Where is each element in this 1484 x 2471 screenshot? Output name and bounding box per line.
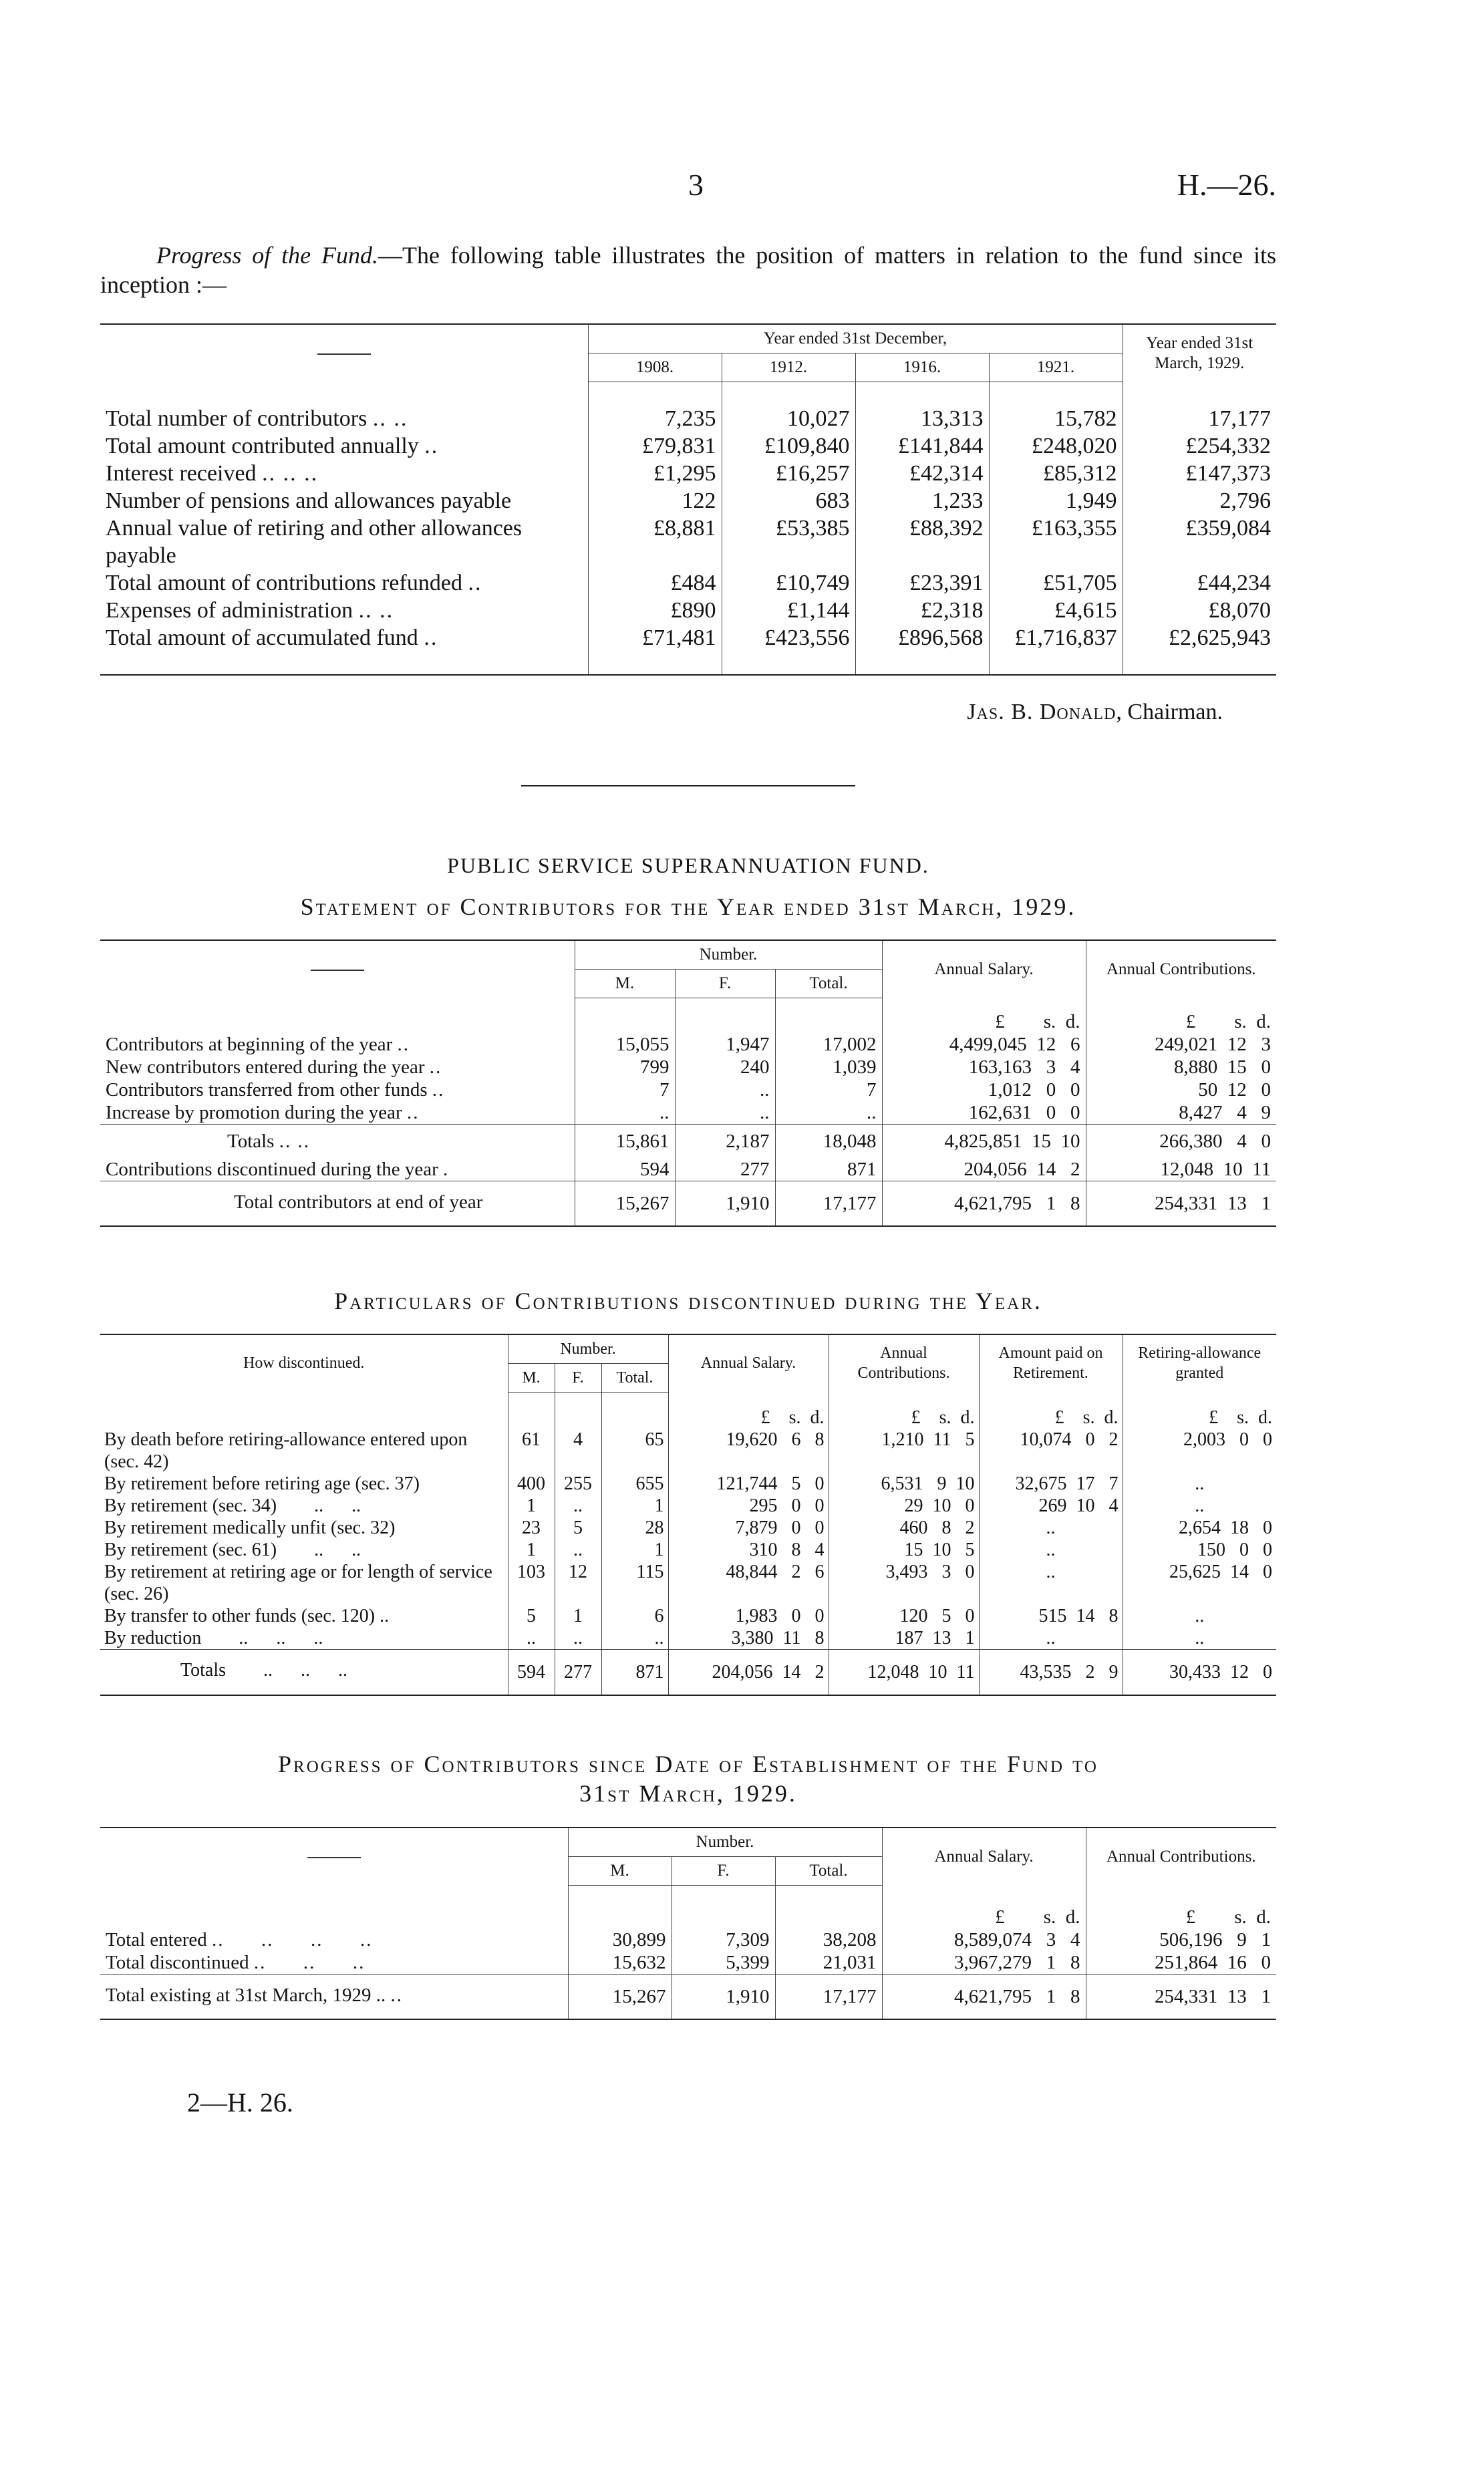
table-cell: £896,568	[855, 624, 989, 651]
table-cell: 10,027	[722, 405, 855, 432]
table-row	[100, 624, 1276, 651]
table-cell: 121,744 5 0	[668, 1473, 829, 1495]
caption-line: Progress of Contributors since Date of Establishment of the Fund to	[278, 1751, 1098, 1777]
particulars-f-header: F.	[555, 1363, 601, 1392]
table-cell: 1,947	[675, 1033, 775, 1056]
table-cell: 12,048 10 11	[829, 1650, 979, 1696]
table-cell: 5	[508, 1605, 555, 1627]
row-label: By retirement (sec. 61) .. ..	[104, 1540, 361, 1560]
unit-row	[100, 1886, 1276, 1928]
table-cell: 3,967,279 1 8	[882, 1951, 1086, 1975]
table-cell: 43,535 2 9	[979, 1650, 1123, 1696]
table-cell: ..	[675, 1078, 775, 1101]
table-cell: 254,331 13 1	[1086, 1974, 1276, 2019]
table-cell: 21,031	[775, 1951, 882, 1975]
unit-row	[100, 998, 1276, 1033]
table-cell: 8,589,074 3 4	[882, 1928, 1086, 1951]
table-cell: 25,625 14 0	[1123, 1561, 1276, 1605]
table-cell: £141,844	[855, 432, 989, 460]
row-label: Total amount contributed annually	[106, 434, 419, 458]
table-cell: £79,831	[588, 432, 722, 460]
progress-year-header: 1916.	[855, 353, 989, 382]
table-row	[100, 1033, 1276, 1056]
row-label: Increase by promotion during the year	[106, 1101, 402, 1123]
table-cell: 655	[601, 1473, 668, 1495]
dash-mark	[307, 1857, 361, 1858]
table-cell: 1,949	[989, 487, 1123, 515]
intro-title: Progress of the Fund.	[156, 242, 378, 269]
particulars-granted-header: Retiring-allowance granted	[1123, 1334, 1276, 1393]
table-cell: 1,910	[675, 1181, 775, 1226]
page-number: 3	[688, 168, 704, 202]
row-label: Annual value of retiring and other allowances payable	[106, 516, 523, 568]
table-cell: 2,654 18 0	[1123, 1517, 1276, 1539]
table-cell: £10,749	[722, 569, 855, 597]
statement-total-header: Total.	[775, 970, 882, 998]
row-leader: ..	[397, 1033, 410, 1055]
table-cell: 7	[575, 1078, 675, 1101]
table-cell: 15,267	[575, 1181, 675, 1226]
table-cell: £16,257	[722, 460, 855, 487]
row-label: By reduction .. .. ..	[104, 1628, 323, 1648]
particulars-m-header: M.	[508, 1363, 555, 1392]
intro-paragraph	[100, 241, 1276, 299]
table-row	[100, 1627, 1276, 1650]
table-row	[100, 1561, 1276, 1605]
table-cell: £890	[588, 597, 722, 624]
table-cell: 4,825,851 15 10	[882, 1124, 1086, 1158]
row-label: By transfer to other funds (sec. 120) ..	[104, 1606, 390, 1626]
table-cell: 6,531 9 10	[829, 1473, 979, 1495]
table-cell: 48,844 2 6	[668, 1561, 829, 1605]
table-cell: 120 5 0	[829, 1605, 979, 1627]
table-cell: 12,048 10 11	[1086, 1158, 1276, 1181]
totals-row	[100, 1124, 1276, 1158]
table-cell: 594	[575, 1158, 675, 1181]
table-cell: 38,208	[775, 1928, 882, 1951]
table-cell: 506,196 9 1	[1086, 1928, 1276, 1951]
table-cell: £2,318	[855, 597, 989, 624]
unit-label: £ s. d.	[1123, 1392, 1276, 1429]
progress-stub-header	[100, 324, 588, 382]
table-row	[100, 1078, 1276, 1101]
table-cell: 17,177	[1123, 405, 1276, 432]
table-cell: ..	[979, 1627, 1123, 1650]
progress-contrib-salary-header: Annual Salary.	[882, 1828, 1086, 1886]
signature-mark: 2—H. 26.	[187, 2087, 293, 2118]
row-leader: ..	[406, 1101, 420, 1123]
table-cell: £147,373	[1123, 460, 1276, 487]
table-cell: 4,621,795 1 8	[882, 1181, 1086, 1226]
row-leader: .. .. .. ..	[212, 1928, 373, 1950]
table-cell: £44,234	[1123, 569, 1276, 597]
table-cell: £2,625,943	[1123, 624, 1276, 651]
table-cell: 10,074 0 2	[979, 1429, 1123, 1473]
statement-contrib-header: Annual Contributions.	[1086, 940, 1276, 998]
table-cell: 5	[555, 1517, 601, 1539]
row-leader: .. .. ..	[253, 1951, 365, 1973]
table-cell: ..	[555, 1495, 601, 1517]
progress-table	[100, 323, 1276, 676]
totals-row	[100, 1650, 1276, 1696]
table-cell: £71,481	[588, 624, 722, 651]
table-row	[100, 1473, 1276, 1495]
table-cell: ..	[775, 1101, 882, 1125]
table-cell: £53,385	[722, 515, 855, 569]
table-cell: £359,084	[1123, 515, 1276, 569]
table-cell: ..	[1123, 1473, 1276, 1495]
table-cell: 12	[555, 1561, 601, 1605]
row-label: Number of pensions and allowances payable	[106, 488, 512, 513]
table-cell: ..	[979, 1539, 1123, 1561]
statement-table	[100, 939, 1276, 1227]
progress-contrib-total-header: Total.	[775, 1857, 882, 1886]
table-cell: £8,881	[588, 515, 722, 569]
unit-label: £ s. d.	[1086, 1886, 1276, 1928]
statement-stub-header	[100, 940, 575, 998]
table-cell: £85,312	[989, 460, 1123, 487]
row-label: New contributors entered during the year	[106, 1056, 425, 1078]
total-row	[100, 1974, 1276, 2019]
particulars-salary-header: Annual Salary.	[668, 1334, 829, 1393]
dash-mark	[317, 353, 371, 355]
statement-f-header: F.	[675, 970, 775, 998]
progress-year-header: 1908.	[588, 353, 722, 382]
signature	[100, 700, 1276, 725]
row-label: By retirement (sec. 34) .. ..	[104, 1495, 361, 1516]
table-cell: 50 12 0	[1086, 1078, 1276, 1101]
row-label: Totals .. .. ..	[100, 1650, 508, 1696]
row-leader: ..	[424, 434, 439, 458]
table-cell: 7,235	[588, 405, 722, 432]
table-row	[100, 1928, 1276, 1951]
table-cell: £484	[588, 569, 722, 597]
table-cell: ..	[601, 1627, 668, 1650]
table-cell: 254,331 13 1	[1086, 1181, 1276, 1226]
table-cell: 65	[601, 1429, 668, 1473]
unit-label: £ s. d.	[882, 998, 1086, 1033]
unit-label: £ s. d.	[1086, 998, 1276, 1033]
row-label: By retirement at retiring age or for length of service (sec. 26)	[104, 1562, 492, 1604]
table-row	[100, 1539, 1276, 1561]
particulars-paid-header: Amount paid on Retirement.	[979, 1334, 1123, 1393]
table-cell: ..	[979, 1517, 1123, 1539]
table-cell: ..	[508, 1627, 555, 1650]
row-leader: .. .. ..	[262, 461, 319, 486]
table-cell: ..	[1123, 1627, 1276, 1650]
table-cell: 17,002	[775, 1033, 882, 1056]
signatory-title: , Chairman.	[1116, 700, 1223, 724]
table-cell: 1,039	[775, 1056, 882, 1078]
table-row	[100, 1605, 1276, 1627]
signatory-name: Jas. B. Donald	[967, 700, 1117, 724]
table-cell: 3,493 3 0	[829, 1561, 979, 1605]
progress-header-group: Year ended 31st December,	[588, 324, 1123, 353]
table-row	[100, 1158, 1276, 1181]
table-cell: £423,556	[722, 624, 855, 651]
table-cell: 460 8 2	[829, 1517, 979, 1539]
table-cell: 277	[555, 1650, 601, 1696]
table-cell: 400	[508, 1473, 555, 1495]
table-cell: 1	[508, 1539, 555, 1561]
table-cell: 1,983 0 0	[668, 1605, 829, 1627]
total-row	[100, 1181, 1276, 1226]
table-cell: £163,355	[989, 515, 1123, 569]
table-row	[100, 1101, 1276, 1125]
table-row	[100, 1056, 1276, 1078]
table-cell: 2,187	[675, 1124, 775, 1158]
table-cell: 15,861	[575, 1124, 675, 1158]
particulars-table	[100, 1334, 1276, 1697]
row-leader: .. ..	[372, 406, 408, 431]
table-cell: 15,632	[568, 1951, 672, 1975]
table-cell: ..	[555, 1627, 601, 1650]
table-cell: 7,879 0 0	[668, 1517, 829, 1539]
table-cell: 17,177	[775, 1974, 882, 2019]
table-cell: £254,332	[1123, 432, 1276, 460]
table-cell: £1,295	[588, 460, 722, 487]
fund-title: PUBLIC SERVICE SUPERANNUATION FUND.	[447, 853, 929, 877]
row-label: Total discontinued	[106, 1951, 249, 1973]
table-cell: 103	[508, 1561, 555, 1605]
table-cell: ..	[675, 1101, 775, 1125]
row-label: Interest received	[106, 461, 257, 486]
table-cell: 1	[601, 1495, 668, 1517]
table-cell: 122	[588, 487, 722, 515]
table-cell: 18,048	[775, 1124, 882, 1158]
table-row	[100, 487, 1276, 515]
page-header	[100, 154, 1276, 207]
table-cell: 4,499,045 12 6	[882, 1033, 1086, 1056]
progress-year-header: 1912.	[722, 353, 855, 382]
table-cell: 4,621,795 1 8	[882, 1974, 1086, 2019]
dash-mark	[311, 970, 364, 971]
table-cell: 4	[555, 1429, 601, 1473]
row-leader: ..	[432, 1078, 445, 1101]
progress-contrib-number-header: Number.	[568, 1828, 882, 1857]
table-cell: ..	[575, 1101, 675, 1125]
table-cell: 1,012 0 0	[882, 1078, 1086, 1101]
table-cell: 162,631 0 0	[882, 1101, 1086, 1125]
table-cell: 204,056 14 2	[668, 1650, 829, 1696]
table-cell: ..	[979, 1561, 1123, 1605]
table-cell: 61	[508, 1429, 555, 1473]
table-cell: 3,380 11 8	[668, 1627, 829, 1650]
table-row	[100, 405, 1276, 432]
table-cell: 8,880 15 0	[1086, 1056, 1276, 1078]
table-cell: 32,675 17 7	[979, 1473, 1123, 1495]
progress-year-header: 1921.	[989, 353, 1123, 382]
table-cell: 29 10 0	[829, 1495, 979, 1517]
table-cell: 163,163 3 4	[882, 1056, 1086, 1078]
unit-label: £ s. d.	[979, 1392, 1123, 1429]
table-cell: 2,796	[1123, 487, 1276, 515]
document-page	[100, 154, 1276, 2118]
row-label: Contributors at beginning of the year	[106, 1033, 393, 1055]
table-cell: ..	[1123, 1605, 1276, 1627]
table-cell: 240	[675, 1056, 775, 1078]
progress-contrib-m-header: M.	[568, 1857, 672, 1886]
row-label: Contributions discontinued during the year	[106, 1158, 438, 1180]
particulars-caption: Particulars of Contributions discontinued during the Year.	[334, 1287, 1042, 1314]
table-cell: £88,392	[855, 515, 989, 569]
row-label: Total existing at 31st March, 1929 ..	[106, 1984, 386, 2006]
table-cell: 30,899	[568, 1928, 672, 1951]
table-cell: £42,314	[855, 460, 989, 487]
unit-label: £ s. d.	[882, 1886, 1086, 1928]
row-label: Total entered	[106, 1928, 207, 1950]
table-row	[100, 569, 1276, 597]
table-row	[100, 1429, 1276, 1473]
table-cell: 13,313	[855, 405, 989, 432]
row-leader: ..	[429, 1056, 442, 1078]
progress-contrib-stub-header	[100, 1828, 568, 1886]
particulars-number-header: Number.	[508, 1334, 668, 1364]
table-cell: £23,391	[855, 569, 989, 597]
intro-text: —The following table illustrates the position of matters in relation to the fund since its inception :—	[100, 242, 1277, 298]
table-cell: 8,427 4 9	[1086, 1101, 1276, 1125]
row-label: By retirement medically unfit (sec. 32)	[104, 1517, 396, 1538]
table-cell: 871	[775, 1158, 882, 1181]
table-cell: 515 14 8	[979, 1605, 1123, 1627]
table-row	[100, 1517, 1276, 1539]
row-leader: ..	[390, 1984, 403, 2006]
table-cell: 187 13 1	[829, 1627, 979, 1650]
table-cell: 799	[575, 1056, 675, 1078]
row-label: Totals	[227, 1130, 275, 1152]
document-reference: H.—26.	[1177, 168, 1276, 202]
table-cell: 115	[601, 1561, 668, 1605]
table-cell: 1,233	[855, 487, 989, 515]
table-cell: 1,910	[672, 1974, 775, 2019]
table-cell: 251,864 16 0	[1086, 1951, 1276, 1975]
table-cell: 277	[675, 1158, 775, 1181]
statement-salary-header: Annual Salary.	[882, 940, 1086, 998]
row-label: By retirement before retiring age (sec. 37)	[104, 1473, 420, 1494]
table-row	[100, 432, 1276, 460]
table-cell: £1,716,837	[989, 624, 1123, 651]
table-cell: 1	[508, 1495, 555, 1517]
table-cell: 871	[601, 1650, 668, 1696]
statement-m-header: M.	[575, 970, 675, 998]
unit-row	[100, 1392, 1276, 1429]
table-cell: ..	[1123, 1495, 1276, 1517]
table-row	[100, 460, 1276, 487]
row-label: Contributors transferred from other funds	[106, 1078, 428, 1101]
table-cell: £8,070	[1123, 597, 1276, 624]
table-cell: 683	[722, 487, 855, 515]
table-cell: 7,309	[672, 1928, 775, 1951]
table-cell: 15,055	[575, 1033, 675, 1056]
table-cell: 30,433 12 0	[1123, 1650, 1276, 1696]
row-leader: ..	[468, 571, 482, 595]
table-cell: £248,020	[989, 432, 1123, 460]
table-cell: 15,267	[568, 1974, 672, 2019]
table-cell: £4,615	[989, 597, 1123, 624]
particulars-how-header: How discontinued.	[243, 1354, 365, 1372]
unit-label: £ s. d.	[829, 1392, 979, 1429]
table-cell: £1,144	[722, 597, 855, 624]
table-cell: 5,399	[672, 1951, 775, 1975]
progress-contributors-caption	[100, 1749, 1276, 1808]
table-cell: 1,210 11 5	[829, 1429, 979, 1473]
statement-caption: Statement of Contributors for the Year ended 31st March, 1929.	[300, 893, 1076, 920]
table-cell: 15,782	[989, 405, 1123, 432]
section-divider	[521, 785, 855, 786]
table-cell: 19,620 6 8	[668, 1429, 829, 1473]
progress-contrib-contrib-header: Annual Contributions.	[1086, 1828, 1276, 1886]
row-label: Total number of contributors	[106, 406, 367, 431]
row-leader: .	[443, 1158, 450, 1180]
row-leader: .. ..	[279, 1130, 310, 1152]
table-cell: 23	[508, 1517, 555, 1539]
table-cell: 28	[601, 1517, 668, 1539]
progress-header-last: Year ended 31st March, 1929.	[1123, 324, 1276, 382]
caption-line: 31st March, 1929.	[579, 1780, 797, 1807]
table-cell: 7	[775, 1078, 882, 1101]
row-leader: .. ..	[358, 598, 394, 623]
table-cell: 204,056 14 2	[882, 1158, 1086, 1181]
table-cell: 2,003 0 0	[1123, 1429, 1276, 1473]
row-label: By death before retiring-allowance entered upon (sec. 42)	[104, 1429, 468, 1472]
statement-number-header: Number.	[575, 940, 882, 970]
unit-label: £ s. d.	[668, 1392, 829, 1429]
table-cell: 1	[555, 1605, 601, 1627]
progress-contrib-f-header: F.	[672, 1857, 775, 1886]
table-row	[100, 1495, 1276, 1517]
table-cell: 1	[601, 1539, 668, 1561]
table-cell: £51,705	[989, 569, 1123, 597]
table-cell: 15 10 5	[829, 1539, 979, 1561]
table-row	[100, 597, 1276, 624]
table-cell: 295 0 0	[668, 1495, 829, 1517]
row-label: Expenses of administration	[106, 598, 353, 623]
table-cell: £109,840	[722, 432, 855, 460]
row-label: Total amount of contributions refunded	[106, 571, 462, 595]
row-leader: ..	[424, 625, 438, 650]
progress-contributors-table	[100, 1827, 1276, 2020]
particulars-contrib-header: Annual Contributions.	[829, 1334, 979, 1393]
particulars-total-header: Total.	[601, 1363, 668, 1392]
table-row	[100, 515, 1276, 569]
table-cell: 17,177	[775, 1181, 882, 1226]
table-cell: 594	[508, 1650, 555, 1696]
table-cell: 266,380 4 0	[1086, 1124, 1276, 1158]
table-cell: 150 0 0	[1123, 1539, 1276, 1561]
table-row	[100, 1951, 1276, 1975]
table-cell: 255	[555, 1473, 601, 1495]
table-cell: 310 8 4	[668, 1539, 829, 1561]
table-cell: 249,021 12 3	[1086, 1033, 1276, 1056]
row-label: Total contributors at end of year	[100, 1181, 575, 1226]
row-label: Total amount of accumulated fund	[106, 625, 418, 650]
table-cell: ..	[555, 1539, 601, 1561]
table-cell: 6	[601, 1605, 668, 1627]
table-cell: 269 10 4	[979, 1495, 1123, 1517]
